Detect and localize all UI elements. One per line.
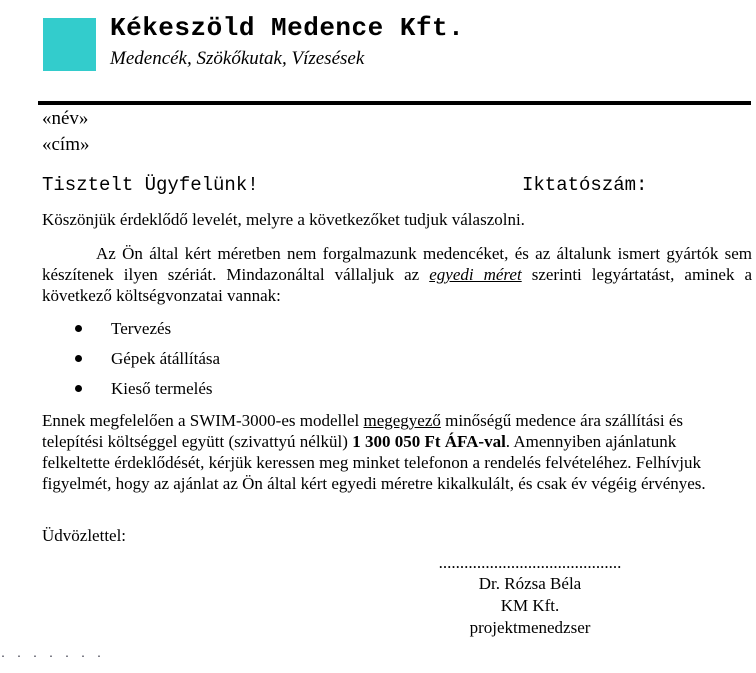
offer-text-end: szerinti legyártatást, aminek a következő költségvonzatai vannak: [42, 265, 753, 305]
recipient-address-field: «cím» [42, 134, 90, 155]
bullet-icon [75, 325, 82, 332]
signature-line: ........................................... [438, 553, 622, 572]
cost-item: Kieső termelés [42, 378, 220, 408]
logo-square [43, 18, 96, 71]
bullet-icon [75, 355, 82, 362]
price-value: 1 300 050 Ft ÁFA-val [352, 432, 506, 451]
price-paragraph: Ennek megfelelően a SWIM-3000-es modellel megegyező minőségű medence ára szállítási és telepítési költséggel együtt (szivattyú nélkül) 1 300 050 Ft ÁFA-val. Amennyiben ajánlatunk felkeltette érdeklődését, kérjük keressen meg minket telefonon a rendelés felvételéhez. Felhívjuk figyelmét, hogy az ajánlat az Ön által kért egyedi méretre kikalkulált, és csak év végéig érvényes. [42, 411, 706, 493]
signer-name: Dr. Rózsa Béla [478, 574, 582, 593]
offer-paragraph [42, 243, 752, 306]
signer-title: projektmenedzser [469, 618, 591, 637]
thanks-paragraph: Köszönjük érdeklődő levelét, melyre a következőket tudjuk válaszolni. [42, 210, 525, 229]
signer-company: KM Kft. [500, 596, 560, 615]
reference-number-label: Iktatószám: [522, 174, 648, 196]
offer-text-start: Az Ön által kért méretben nem forgalmazunk medencéket, és az általunk ismert gyártók sem készítenek ilyen szériát. Mindazonáltal vállaljuk az [42, 244, 752, 284]
closing: Üdvözlettel: [42, 526, 127, 545]
cost-list [42, 318, 220, 408]
header-rule [38, 101, 751, 105]
recipient-name-field: «név» [42, 108, 89, 129]
matching-underline: megegyező [363, 411, 441, 430]
cost-item: Gépek átállítása [42, 348, 220, 378]
bullet-icon [75, 385, 82, 392]
cut-off-text-fragment: . . . . . . . [0, 650, 105, 661]
custom-size-emphasis: egyedi méret [429, 265, 522, 284]
salutation: Tisztelt Ügyfelünk! [42, 174, 259, 196]
cost-item: Tervezés [42, 318, 220, 348]
company-name: Kékeszöld Medence Kft. [110, 13, 465, 43]
company-tagline: Medencék, Szökőkutak, Vízesések [110, 48, 365, 69]
